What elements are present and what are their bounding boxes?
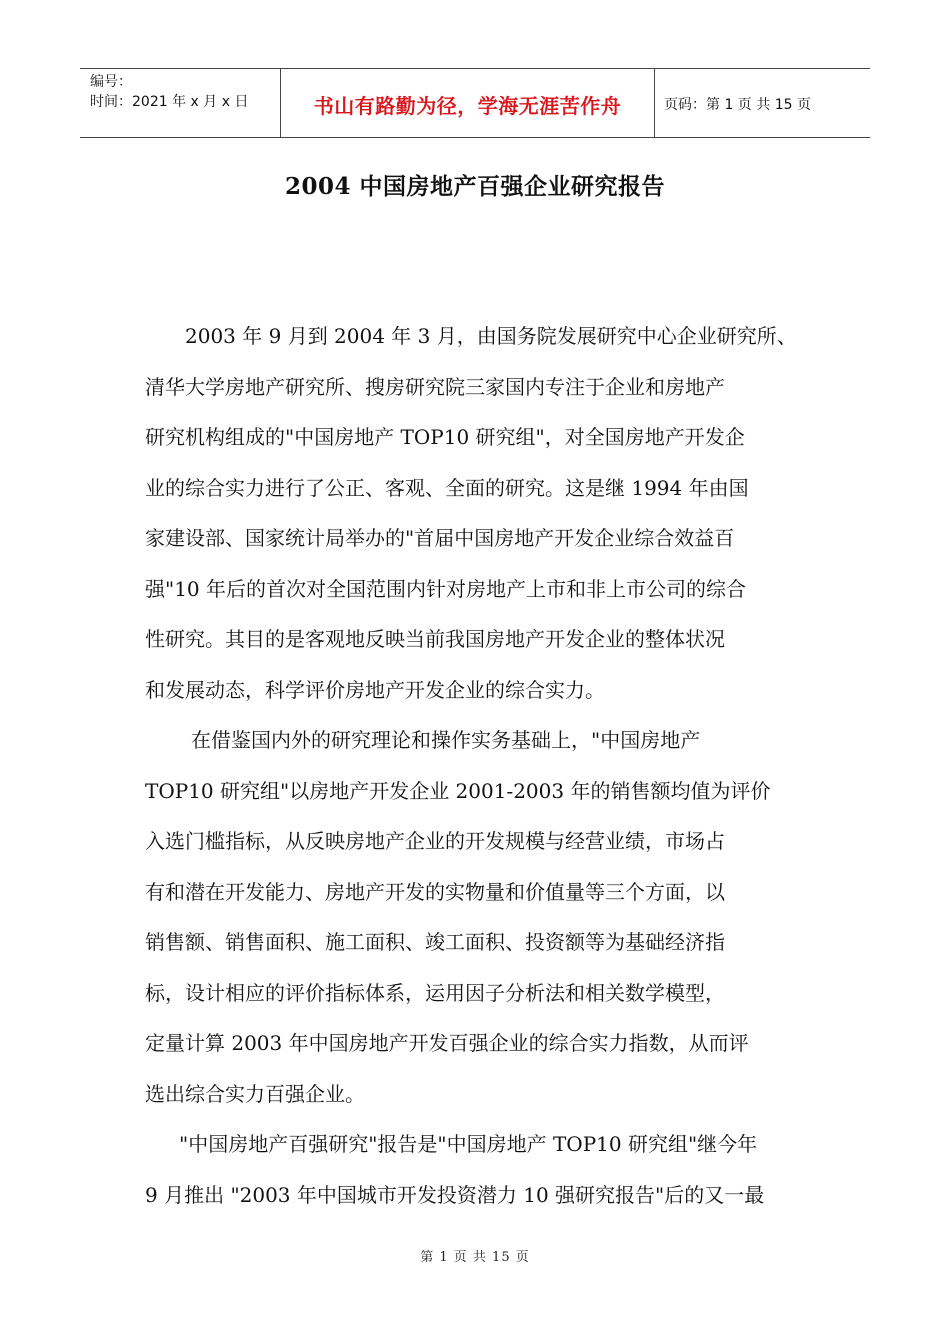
- document-body: [145, 311, 809, 1220]
- paragraph-1-line: 家建设部、国家统计局举办的"首届中国房地产开发企业综合效益百: [145, 526, 735, 550]
- paragraph-3-line: 9 月推出 "2003 年中国城市开发投资潜力 10 强研究报告"后的又一最: [145, 1182, 765, 1207]
- paragraph-1-line: 强"10 年后的首次对全国范围内针对房地产上市和非上市公司的综合: [145, 576, 747, 601]
- paragraph-1-line: 清华大学房地产研究所、搜房研究院三家国内专注于企业和房地产: [145, 374, 725, 399]
- header-motto: 书山有路勤为径，学海无涯苦作舟: [281, 69, 655, 137]
- paragraph-2-line: 定量计算 2003 年中国房地产开发百强企业的综合实力指数，从而评: [145, 1031, 749, 1055]
- document-title: 2004 中国房地产百强企业研究报告: [284, 173, 666, 200]
- paragraph-2-line: 入选门槛指标，从反映房地产企业的开发规模与经营业绩，市场占: [145, 829, 725, 853]
- paragraph-2-line: TOP10 研究组"以房地产开发企业 2001-2003 年的销售额均值为评价: [145, 778, 771, 803]
- number-label: 编号：: [90, 74, 132, 90]
- paragraph-1-line: 研究机构组成的"中国房地产 TOP10 研究组"，对全国房地产开发企: [145, 425, 745, 449]
- paragraph-3-line: "中国房地产百强研究"报告是"中国房地产 TOP10 研究组"继今年: [179, 1132, 758, 1156]
- paragraph-1-line: 和发展动态，科学评价房地产开发企业的综合实力。: [145, 677, 605, 702]
- paragraph-1-line: 性研究。其目的是客观地反映当前我国房地产开发企业的整体状况: [145, 627, 725, 651]
- paragraph-2-line: 有和潜在开发能力、房地产开发的实物量和价值量等三个方面，以: [145, 879, 725, 904]
- date-label: 时间：2021 年 x 月 x 日: [90, 94, 249, 110]
- paragraph-1-line: 业的综合实力进行了公正、客观、全面的研究。这是继 1994 年由国: [145, 475, 749, 500]
- paragraph-2-line: 销售额、销售面积、施工面积、竣工面积、投资额等为基础经济指: [145, 930, 725, 954]
- paragraph-2-line: 标，设计相应的评价指标体系，运用因子分析法和相关数学模型，: [145, 980, 725, 1005]
- document-header: [80, 68, 870, 138]
- header-page-info: 页码：第 1 页 共 15 页: [664, 97, 811, 113]
- paragraph-2-line: 在借鉴国内外的研究理论和操作实务基础上，"中国房地产: [191, 728, 701, 752]
- paragraph-1-line: 2003 年 9 月到 2004 年 3 月，由国务院发展研究中心企业研究所、: [185, 324, 797, 348]
- paragraph-2-line: 选出综合实力百强企业。: [145, 1081, 365, 1106]
- header-meta: [80, 69, 281, 137]
- page-footer: 第 1 页 共 15 页: [420, 1250, 530, 1265]
